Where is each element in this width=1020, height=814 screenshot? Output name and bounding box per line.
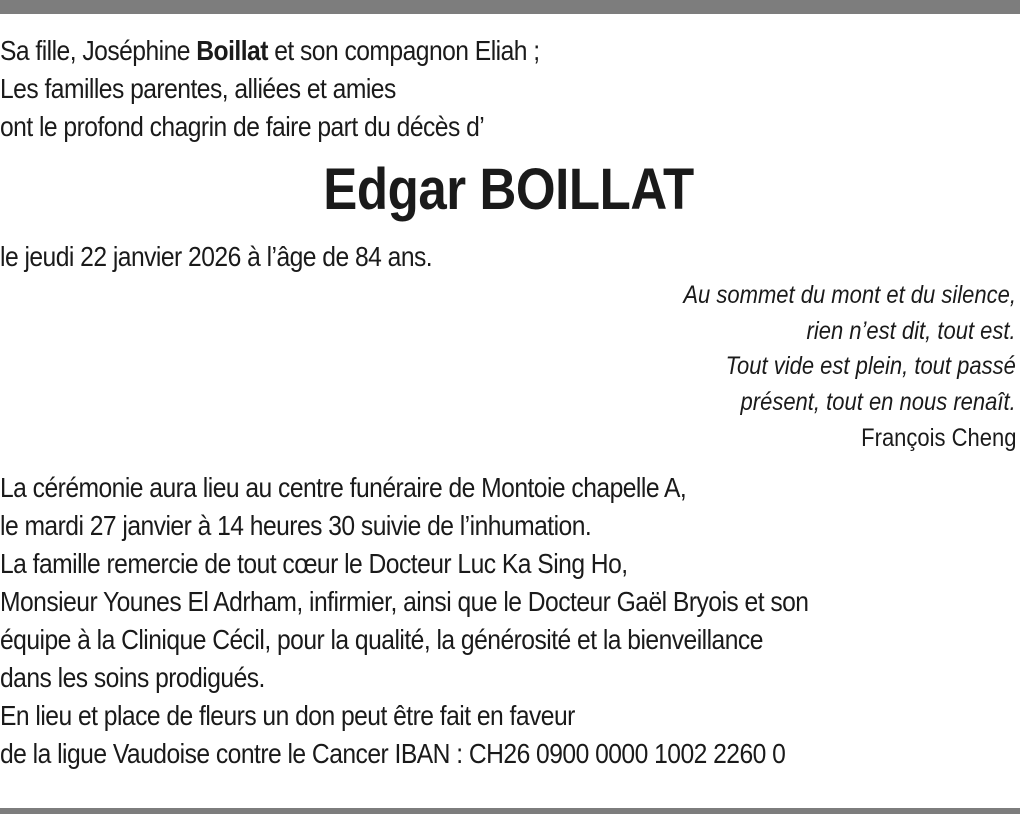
family-line-1-prefix: Sa fille, Joséphine [0, 35, 197, 66]
donation-line: En lieu et place de fleurs un don peut être fait en faveur [0, 700, 575, 731]
quote-line-text: présent, tout en nous renaît. [740, 387, 1016, 416]
ceremony-line: La cérémonie aura lieu au centre funéraire de Montoie chapelle A, [0, 472, 687, 503]
quote-line-text: Au sommet du mont et du silence, [683, 281, 1016, 309]
obituary-notice [0, 32, 1016, 773]
death-date-line: le jeudi 22 janvier 2026 à l’âge de 84 ans. [0, 241, 433, 272]
quote-author-text: François Cheng [860, 424, 1016, 452]
quote-line-text: Tout vide est plein, tout passé [725, 352, 1016, 380]
thanks-line: La famille remercie de tout cœur le Docteur Luc Ka Sing Ho, [0, 548, 628, 579]
top-rule [0, 0, 1020, 14]
quote-line [0, 314, 1016, 350]
family-line-2: Les familles parentes, alliées et amies [0, 73, 396, 104]
quote-line [0, 278, 1016, 314]
ceremony-line: le mardi 27 janvier à 14 heures 30 suivie de l’inhumation. [0, 510, 592, 541]
quote-line [0, 385, 1016, 421]
deceased-name [0, 154, 1016, 226]
family-line-1 [0, 32, 894, 70]
deceased-name-text: Edgar BOILLAT [322, 157, 694, 222]
quote-block [0, 278, 1016, 457]
donation-iban-line: de la ligue Vaudoise contre le Cancer IBAN : CH26 0900 0000 1002 2260 0 [0, 738, 786, 769]
quote-line-text: rien n’est dit, tout est. [806, 316, 1016, 345]
thanks-line: équipe à la Clinique Cécil, pour la qualité, la générosité et la bienveillance [0, 624, 763, 655]
quote-author [0, 420, 1016, 457]
thanks-line: Monsieur Younes El Adrham, infirmier, ainsi que le Docteur Gaël Bryois et son [0, 586, 809, 617]
bottom-rule [0, 808, 1020, 814]
family-line-3: ont le profond chagrin de faire part du décès d’ [0, 111, 485, 142]
family-line-1-suffix: et son compagnon Eliah ; [267, 35, 540, 66]
ceremony-block [0, 469, 1016, 773]
family-surname: Boillat [196, 35, 268, 66]
thanks-line: dans les soins prodigués. [0, 662, 265, 693]
quote-line [0, 349, 1016, 385]
